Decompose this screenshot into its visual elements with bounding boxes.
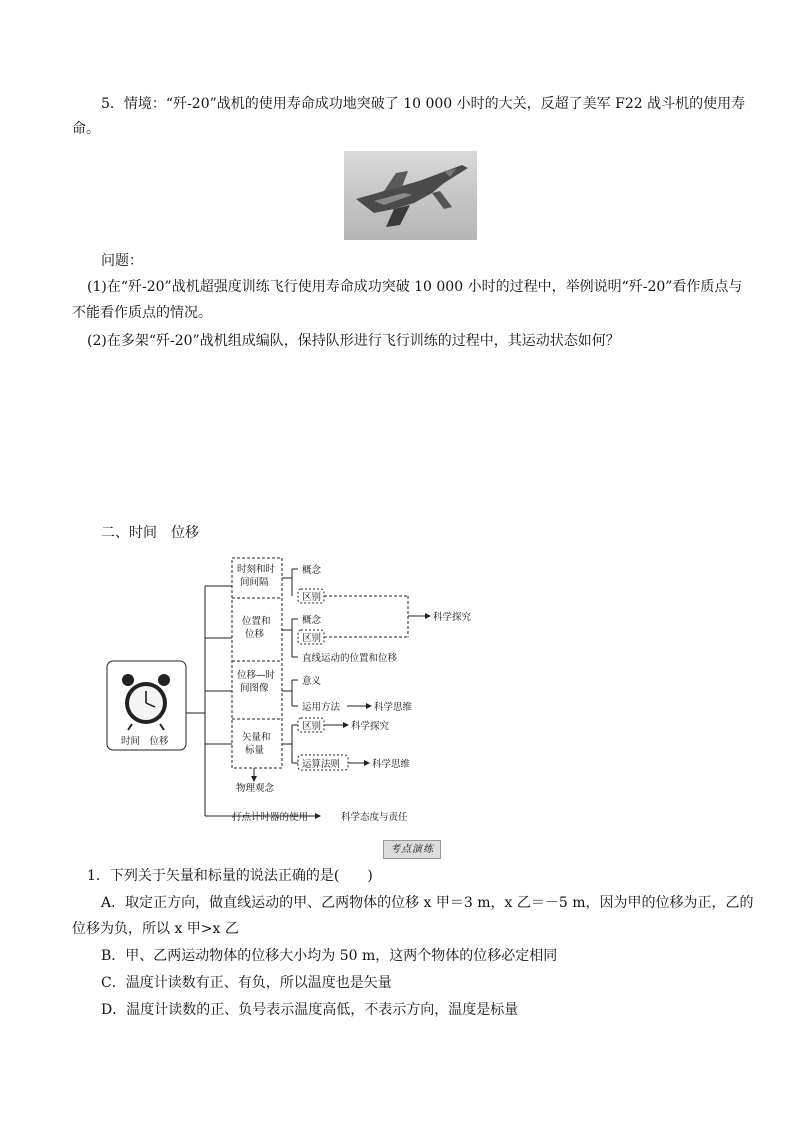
leaf-gainian-1: 概念 bbox=[302, 565, 322, 576]
q1-stem: 1．下列关于矢量和标量的说法正确的是( ) bbox=[87, 868, 373, 884]
leaf-siwei-1: 科学思维 bbox=[374, 702, 413, 713]
leaf-gainian-2: 概念 bbox=[302, 615, 322, 626]
q1-option-a-line1: A．取定正方向，做直线运动的甲、乙两物体的位移 x 甲＝3 m，x 乙＝－5 m，因为甲的位移为正，乙的 bbox=[101, 895, 754, 911]
leaf-qubie-3: 区别 bbox=[302, 721, 322, 732]
leaf-kexuetanjiu-2: 科学探究 bbox=[351, 721, 390, 732]
box1-line1: 时刻和时 bbox=[237, 564, 276, 575]
practice-banner: 考点演练 bbox=[383, 840, 441, 859]
root-label: 时间 位移 bbox=[121, 736, 169, 747]
q5-sub2: (2)在多架“歼-20”战机组成编队，保持队形进行飞行训练的过程中，其运动状态如何？ bbox=[87, 333, 620, 349]
q5-sub1-line2: 不能看作质点的情况。 bbox=[72, 305, 212, 321]
question-label: 问题： bbox=[101, 253, 143, 269]
q5-sub1-line1: (1)在“歼-20”战机超强度训练飞行使用寿命成功突破 10 000 小时的过程中，举例说明“歼-20”看作质点与 bbox=[87, 279, 743, 295]
leaf-kexuetanjiu-1: 科学探究 bbox=[433, 612, 472, 623]
box2-line2: 位移 bbox=[245, 629, 265, 640]
leaf-yiyi: 意义 bbox=[302, 676, 322, 687]
leaf-wuliguannian: 物理观念 bbox=[236, 783, 275, 794]
leaf-qubie-2: 区别 bbox=[302, 633, 322, 644]
leaf-zhixian: 直线运动的位置和位移 bbox=[302, 653, 398, 664]
box3-line2: 间图像 bbox=[240, 683, 269, 694]
q5-line2: 命。 bbox=[72, 121, 100, 137]
leaf-siwei-2: 科学思维 bbox=[372, 759, 411, 770]
q1-option-b: B．甲、乙两运动物体的位移大小均为 50 m，这两个物体的位移必定相同 bbox=[101, 948, 558, 964]
q1-option-a-line2: 位移为负，所以 x 甲>x 乙 bbox=[72, 921, 239, 937]
leaf-yunyong: 运用方法 bbox=[302, 702, 341, 713]
box4-line2: 标量 bbox=[245, 745, 265, 756]
section-title: 二、时间 位移 bbox=[101, 525, 199, 541]
box2-line1: 位置和 bbox=[242, 616, 271, 627]
leaf-yunsuan: 运算法则 bbox=[302, 759, 341, 770]
leaf-taidu: 科学态度与责任 bbox=[341, 812, 408, 823]
leaf-dadian: 打点计时器的使用 bbox=[232, 812, 309, 823]
q1-option-d: D．温度计读数的正、负号表示温度高低，不表示方向，温度是标量 bbox=[101, 1002, 519, 1018]
q5-line1: 5．情境：“歼-20”战机的使用寿命成功地突破了 10 000 小时的大关，反超了美军 F22 战斗机的使用寿 bbox=[101, 96, 746, 112]
box1-line2: 间间隔 bbox=[240, 577, 269, 588]
box4-line1: 矢量和 bbox=[242, 732, 271, 743]
leaf-qubie-1: 区别 bbox=[302, 592, 322, 603]
box3-line1: 位移—时 bbox=[237, 670, 276, 681]
q1-option-c: C．温度计读数有正、有负，所以温度也是矢量 bbox=[101, 975, 392, 991]
